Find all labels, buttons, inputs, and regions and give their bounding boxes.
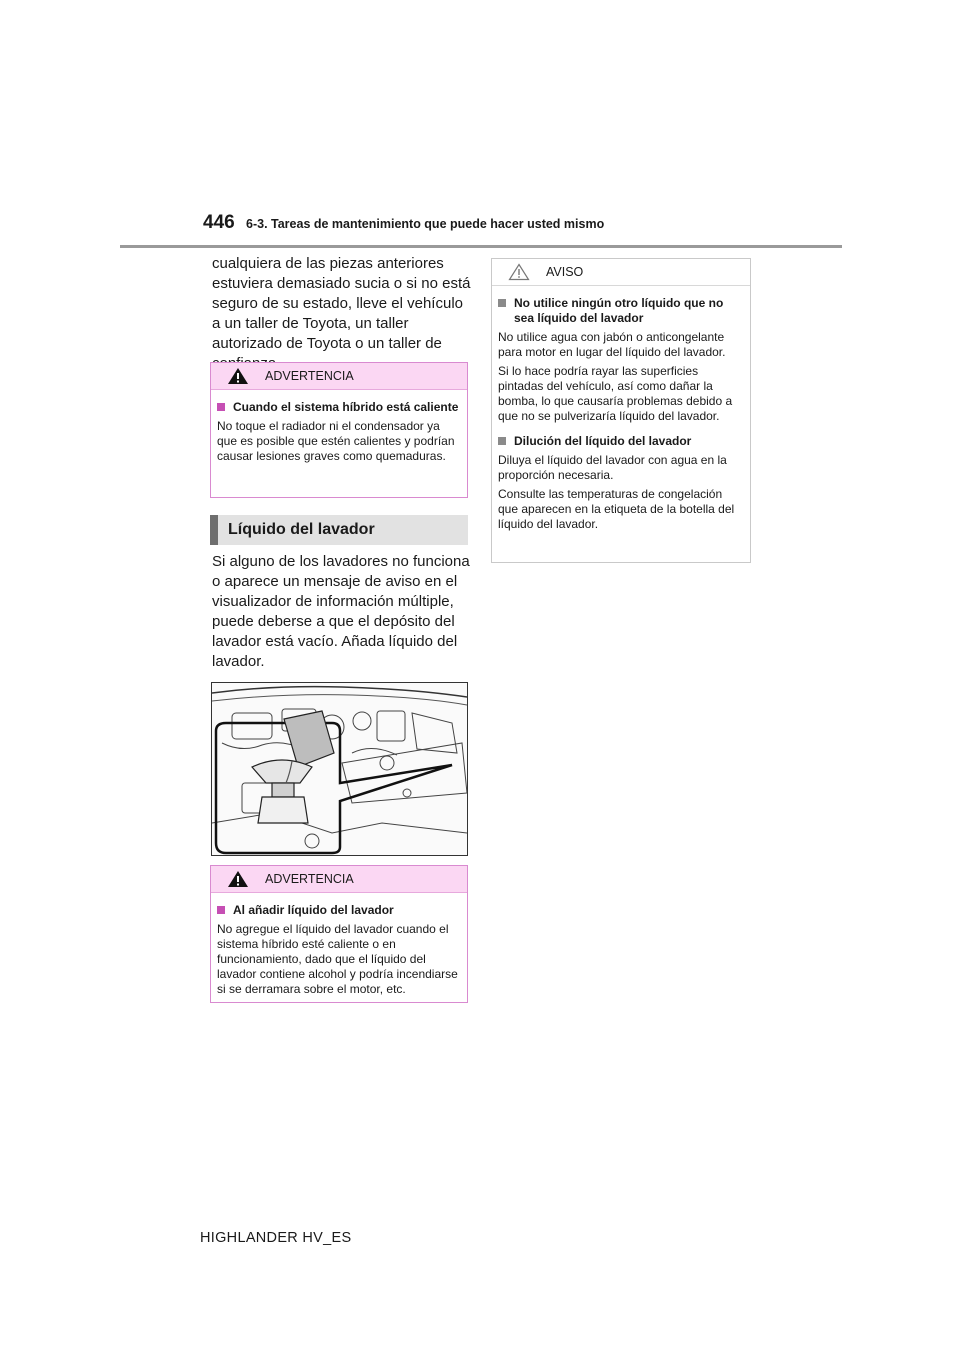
warning-box-adding-fluid [210,865,468,1003]
caution-header [492,259,750,286]
caution-text: Diluya el líquido del lavador con agua en la proporción necesaria. [498,453,727,482]
caution-item-title-2 [498,434,744,449]
caution-triangle-icon [508,263,530,281]
caution-text: Si lo hace podría rayar las superficies pintadas del vehículo, así como dañar la bomba, lo que causaría problemas debido a que no se pulverizaría líquido del lavador. [498,364,733,423]
warning-triangle-icon [227,870,249,888]
caution-text: No utilice agua con jabón o anticongelante para motor en lugar del líquido del lavador. [498,330,726,359]
caution-title-text: No utilice ningún otro líquido que no sea líquido del lavador [514,296,724,325]
warning-header [211,363,467,390]
caution-box [491,258,751,563]
footer-model: HIGHLANDER HV_ES [200,1230,352,1246]
warning-title-text: Al añadir líquido del lavador [233,903,394,917]
caution-item-title-1 [498,296,744,326]
page-number: 446 [203,212,235,233]
section-title: 6-3. Tareas de mantenimiento que puede hacer usted mismo [246,217,605,231]
warning-text: No toque el radiador ni el condensador ya que es posible que estén calientes y podrían causar lesiones graves como quemaduras. [217,419,455,463]
engine-bay-drawing [212,683,467,855]
warning-label: ADVERTENCIA [265,872,354,886]
header-divider [120,245,842,248]
warning-item-title [217,400,461,415]
bullet-square-icon [498,437,506,445]
warning-label: ADVERTENCIA [265,369,354,383]
caution-title-text: Dilución del líquido del lavador [514,434,692,448]
section-heading: Líquido del lavador [210,515,468,545]
washer-fluid-illustration [211,682,468,856]
warning-item-title [217,903,461,918]
caution-text: Consulte las temperaturas de congelación que aparecen en la etiqueta de la botella del líquido del lavador. [498,487,735,531]
warning-text: No agregue el líquido del lavador cuando el sistema híbrido esté caliente o en funcionamiento, dado que el líquido del lavador contiene alcohol y podría incendiarse si se derramara sobre el motor, etc. [217,922,458,996]
intro-paragraph: cualquiera de las piezas anteriores estuviera demasiado sucia o si no está seguro de su estado, lleve el vehículo a un taller de Toyota, un taller autorizado de Toyota o un taller de [212,255,471,352]
warning-title-text: Cuando el sistema híbrido está caliente [233,400,459,414]
bullet-square-icon [217,403,225,411]
warning-triangle-icon [227,367,249,385]
section-paragraph: Si alguno de los lavadores no funciona o aparece un mensaje de aviso en el visualizador de información múltiple, puede deberse a que el depósito del lavador está vacío. Añada líquido del lavador. [212,553,470,670]
warning-header [211,866,467,893]
caution-label: AVISO [546,265,584,279]
bullet-square-icon [217,906,225,914]
bullet-square-icon [498,299,506,307]
warning-box-hot-system [210,362,468,498]
